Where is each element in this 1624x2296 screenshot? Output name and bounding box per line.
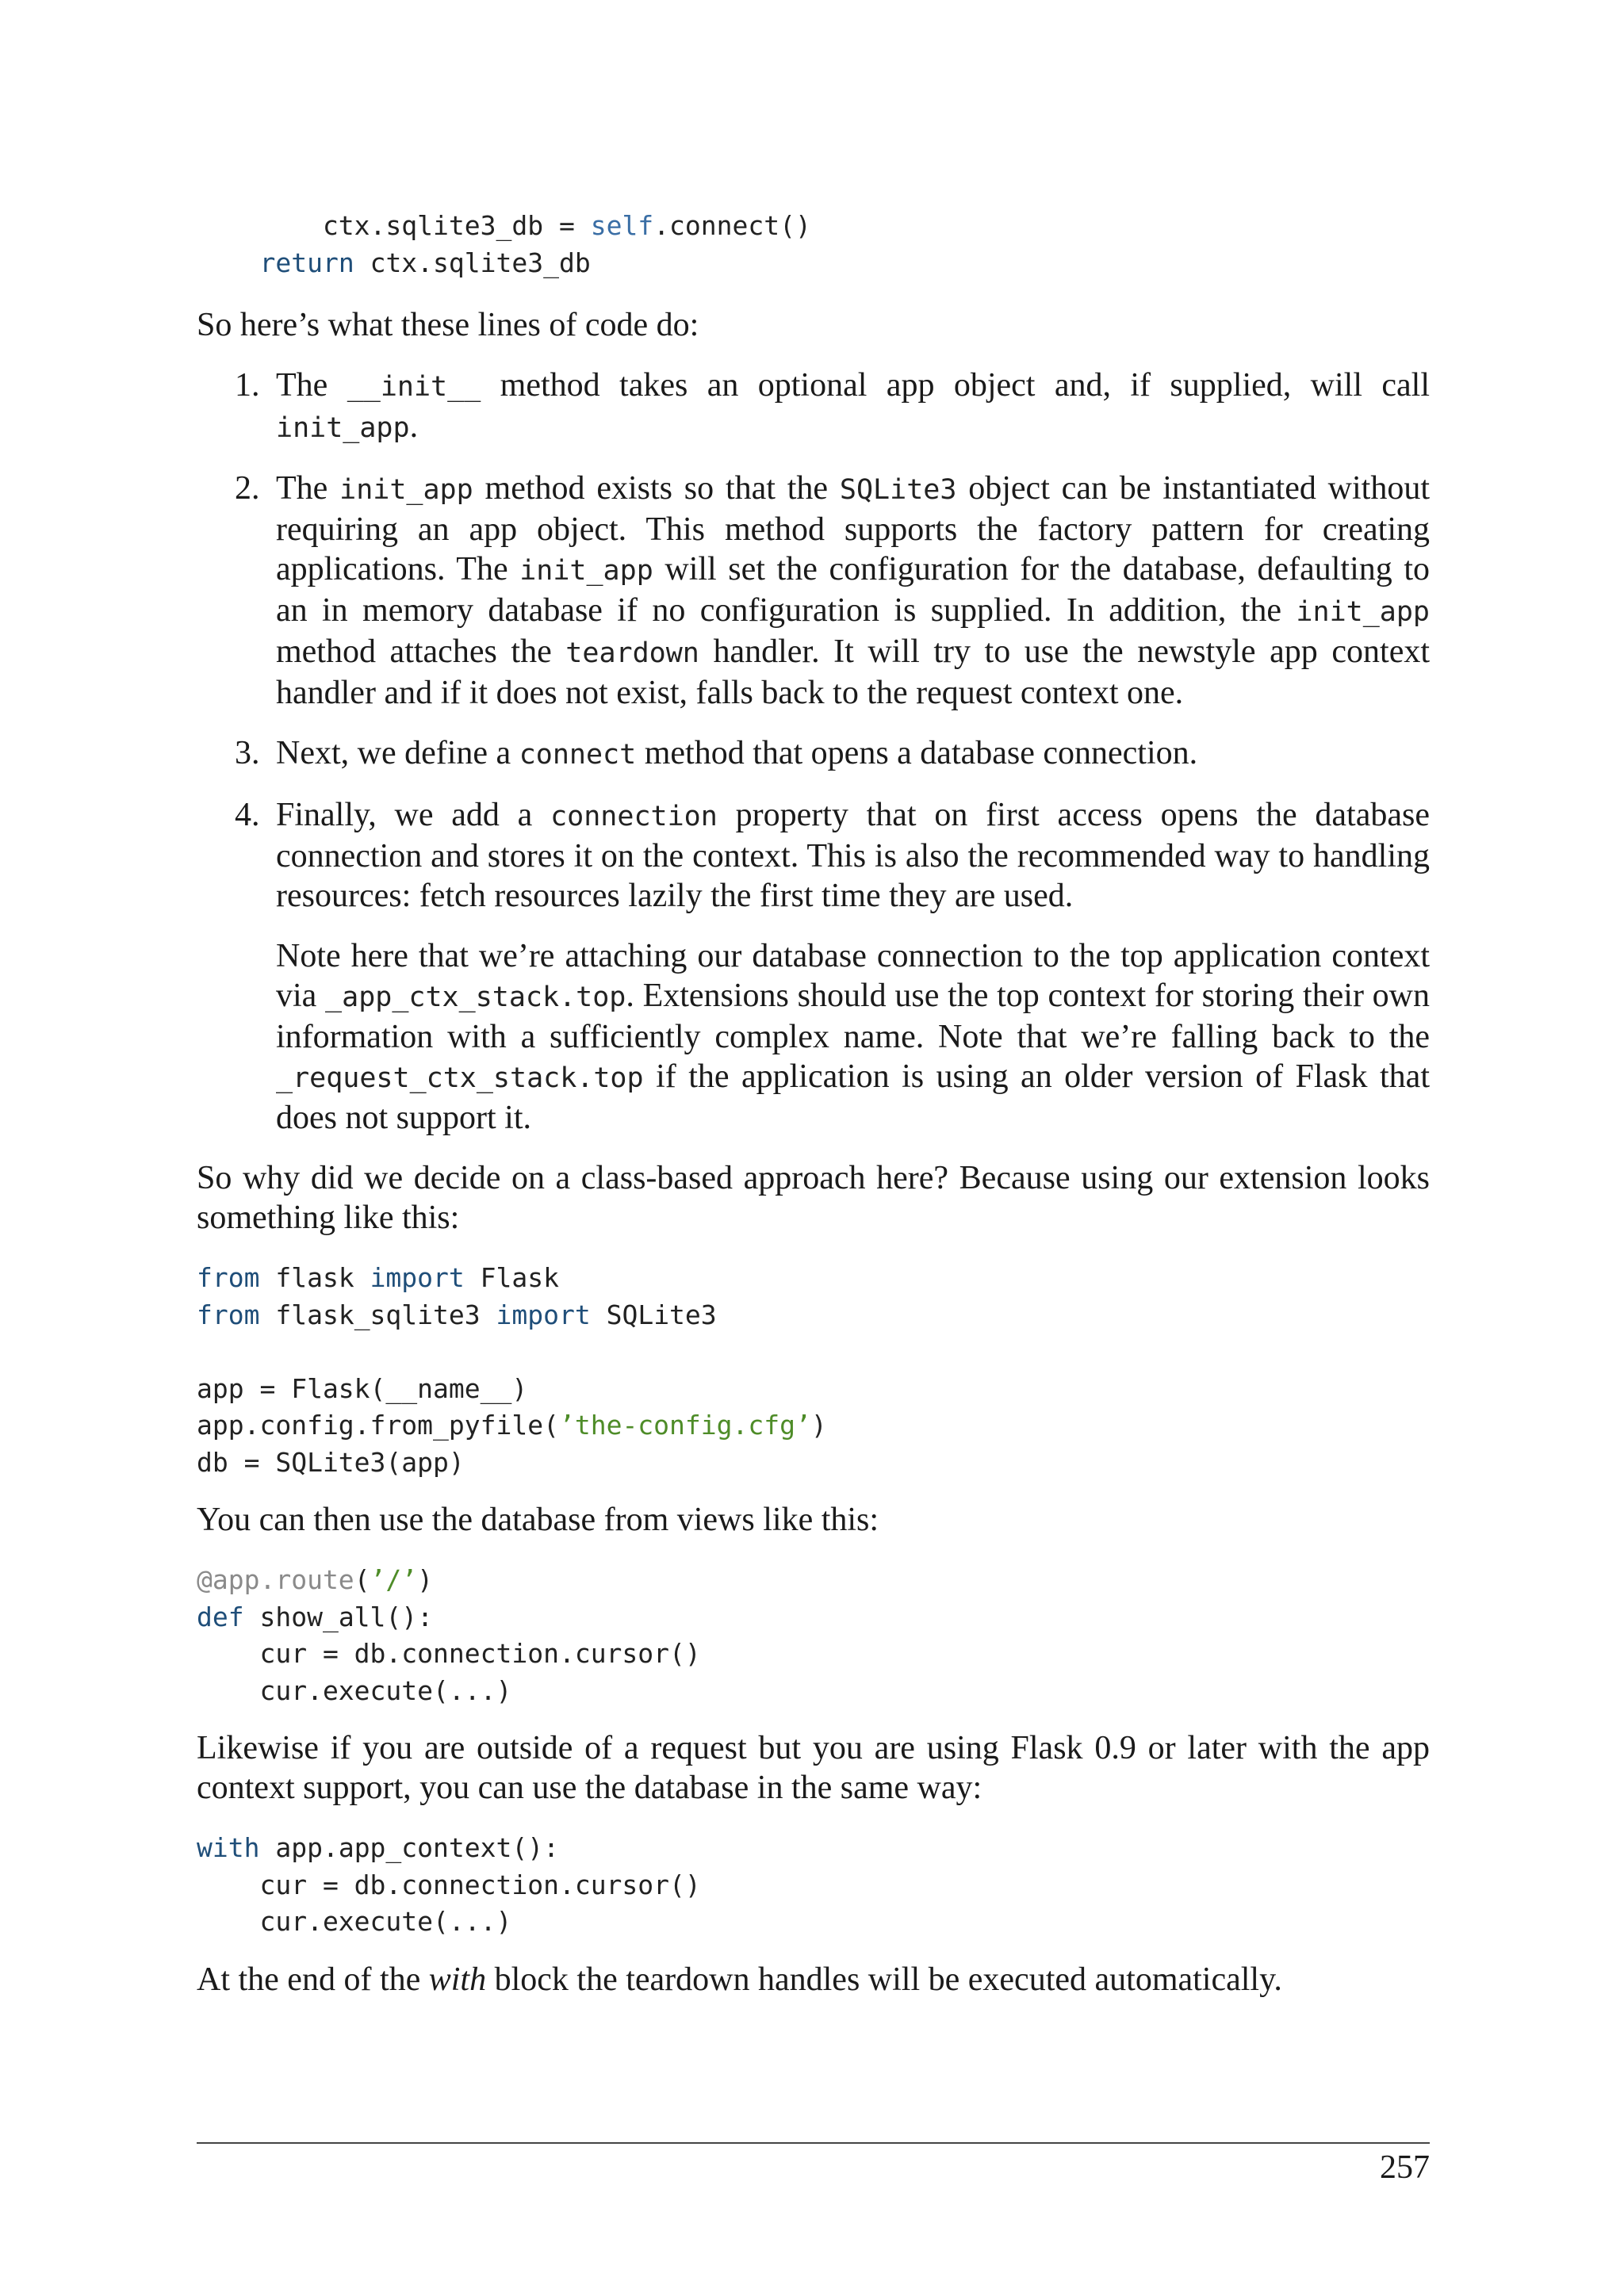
end-text-after: block the teardown handles will be executed automatically. (486, 1961, 1282, 1998)
code-line: from flask_sqlite3 import SQLite3 (197, 1299, 717, 1330)
code-line: cur = db.connection.cursor() (197, 1869, 701, 1900)
footer-rule (197, 2142, 1430, 2144)
inline-code: connection (550, 801, 718, 832)
inline-code: teardown (565, 637, 699, 669)
inline-code: init_app (519, 555, 653, 587)
list-item (197, 733, 1430, 775)
code-line: return ctx.sqlite3_db (259, 247, 591, 278)
page-number: 257 (1380, 2149, 1430, 2186)
inline-code: init_app (1296, 596, 1430, 628)
inline-code: __init__ (347, 371, 481, 403)
inline-code: init_app (339, 474, 473, 506)
list-item-number: 4. (235, 797, 260, 833)
code-line: db = SQLite3(app) (197, 1446, 465, 1478)
code-line: @app.route(’/’) (197, 1564, 434, 1595)
outside-paragraph: Likewise if you are outside of a request but you are using Flask 0.9 or later with the app context support, you can use the database in the same way: (197, 1730, 1430, 1806)
list-item-number: 2. (235, 470, 260, 507)
intro-paragraph: So here’s what these lines of code do: (197, 307, 699, 343)
code-block-usage (197, 1260, 1430, 1481)
code-keyword-self: self (590, 210, 654, 241)
list-item (197, 469, 1430, 713)
list-item-text: Finally, we add a connection property that on first access opens the database connection and stores it on the context. This is also the recommended way to handling resources: fetch resources lazily the first time they are used. (276, 797, 1430, 914)
list-item-number: 3. (235, 735, 260, 771)
list-item-text: Next, we define a connect method that opens a database connection. (276, 735, 1198, 771)
code-line: app.config.from_pyfile(’the-config.cfg’) (197, 1410, 827, 1441)
code-block-views (197, 1562, 1430, 1709)
code-line: cur.execute(...) (197, 1674, 512, 1706)
list-item-text: The __init__ method takes an optional app object and, if supplied, will call init_app. (276, 367, 1431, 445)
code-line: cur.execute(...) (197, 1906, 512, 1937)
code-block-outside (197, 1830, 1430, 1941)
end-paragraph (197, 1960, 1430, 1999)
code-block-connection-tail (197, 208, 1430, 281)
inline-code: _app_ctx_stack.top (325, 982, 626, 1013)
code-line: ctx.sqlite3_db = self.connect() (197, 210, 811, 241)
list-item-text: The init_app method exists so that the SQLite3 object can be instantiated without requiring an app object. This method supports the factory pattern for creating applications. The init_app will set the configuration for the database, defaulting to an in memory database if no configuration is supplied. In addition, the init_app method attaches the teardown handler. It will try to use the newstyle app context handler and if it does not exist, falls back to the request context one. (276, 470, 1431, 711)
code-line: def show_all(): (197, 1601, 434, 1632)
code-keyword-return: return (259, 247, 354, 278)
end-text-before: At the end of the (197, 1961, 429, 1998)
code-line: app = Flask(__name__) (197, 1372, 528, 1404)
code-line (197, 1334, 1430, 1371)
inline-code: init_app (276, 412, 410, 444)
code-line: with app.app_context(): (197, 1832, 559, 1863)
code-line: from flask import Flask (197, 1262, 559, 1293)
inline-code: _request_ctx_stack.top (276, 1062, 644, 1094)
code-line: cur = db.connection.cursor() (197, 1638, 701, 1669)
list-item (197, 795, 1430, 1138)
list-item (197, 365, 1430, 448)
explanation-list (197, 365, 1430, 1138)
list-item-note: Note here that we’re attaching our database connection to the top application context via _app_ctx_stack.top. Extensions should use the top context for storing their own information with a sufficiently complex name. Note that we’re falling back to the _request_ctx_stack.top if the application is using an older version of Flask that does not support it. (276, 938, 1430, 1136)
inline-code: SQLite3 (839, 474, 957, 506)
views-paragraph: You can then use the database from views like this: (197, 1502, 879, 1538)
inline-code: connect (519, 739, 637, 771)
end-text-emphasis: with (428, 1961, 487, 1998)
list-item-number: 1. (235, 367, 260, 404)
classbased-paragraph: So why did we decide on a class-based approach here? Because using our extension looks something like this: (197, 1160, 1430, 1236)
page-content (197, 208, 1430, 1999)
